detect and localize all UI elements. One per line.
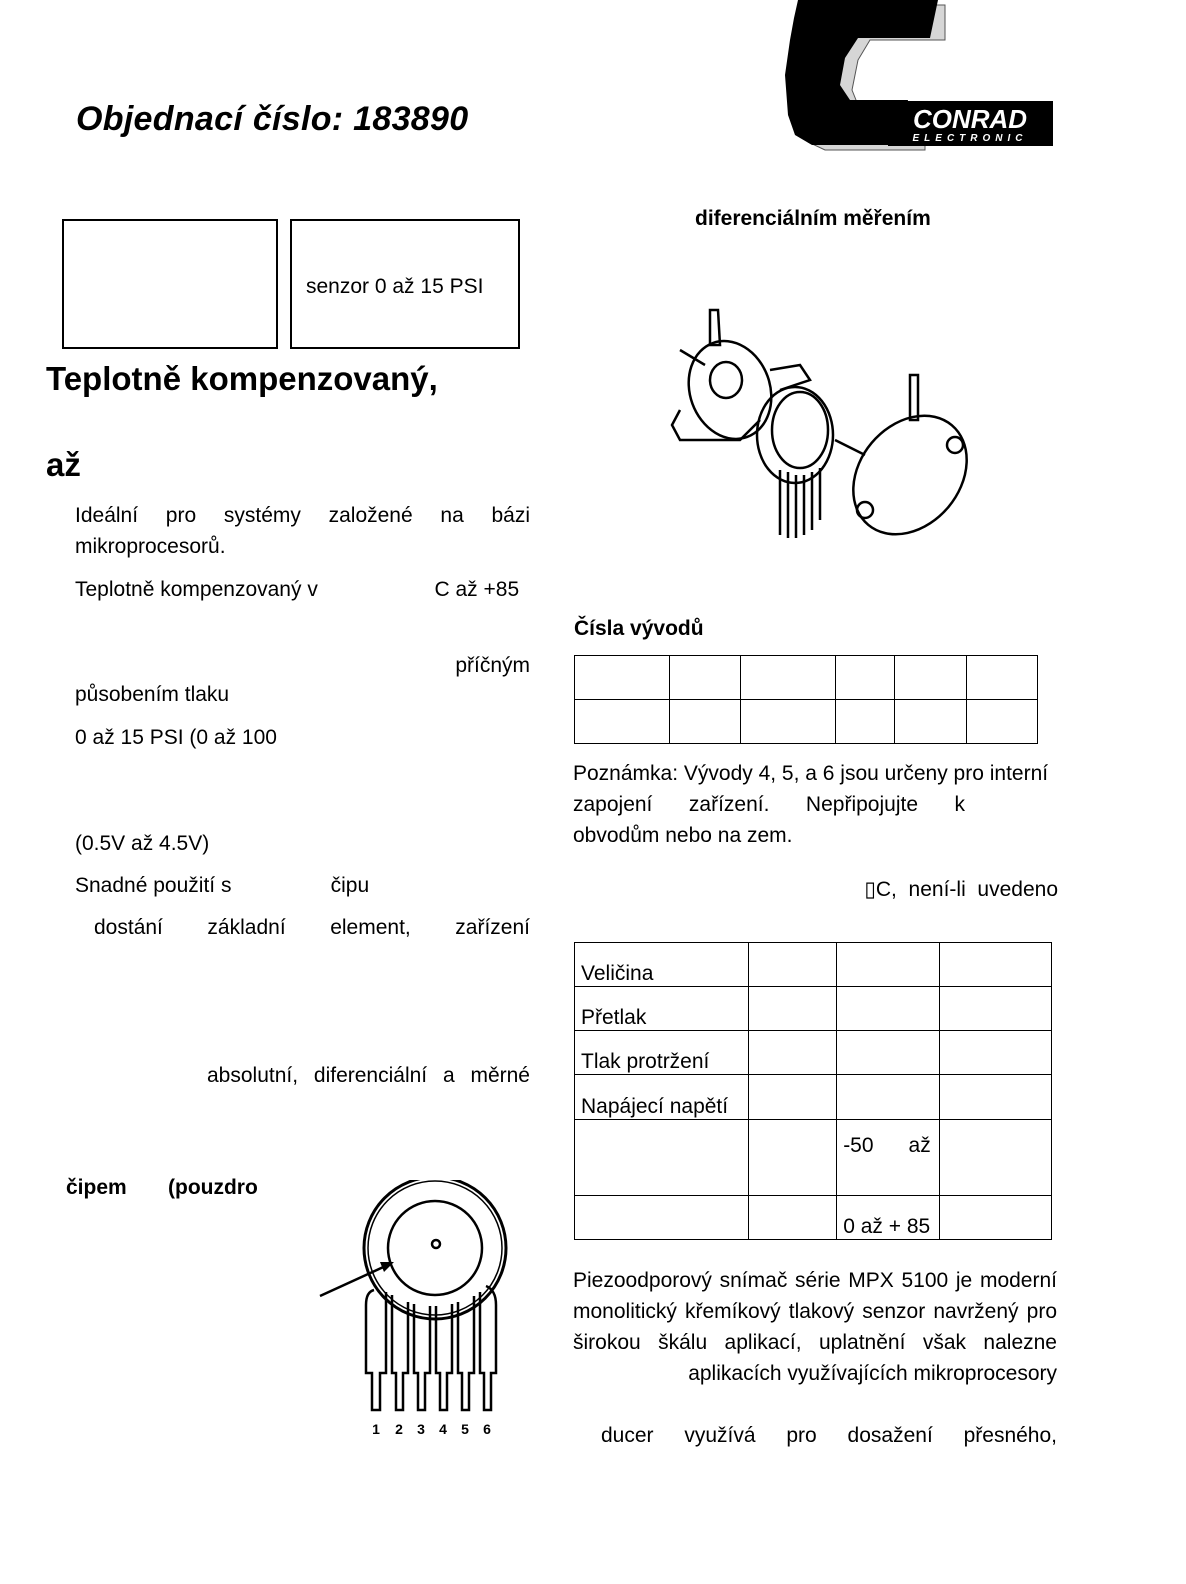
table-cell bbox=[575, 1119, 749, 1195]
pin-number-1: 1 bbox=[372, 1421, 380, 1437]
description-line: aplikacích využívajících mikroprocesory bbox=[688, 1362, 1057, 1385]
pin-note-line1: Poznámka: Vývody 4, 5, a 6 jsou určeny pro interní bbox=[573, 762, 1049, 785]
table-cell bbox=[940, 1195, 1052, 1239]
table-cell bbox=[749, 987, 837, 1031]
table-cell bbox=[837, 1075, 940, 1119]
description-line: Piezoodporový snímač série MPX 5100 je moderní bbox=[573, 1269, 1057, 1292]
order-number-title: Objednací číslo: 183890 bbox=[76, 100, 469, 138]
pin-number-3: 3 bbox=[417, 1421, 425, 1437]
table-cell bbox=[837, 943, 940, 987]
image-box-right bbox=[290, 219, 520, 349]
table-cell bbox=[940, 1031, 1052, 1075]
port-left bbox=[710, 310, 720, 345]
table-cell bbox=[575, 700, 670, 744]
table-cell bbox=[749, 943, 837, 987]
description-line: monolitický křemíkový tlakový senzor navržený pro bbox=[573, 1300, 1057, 1323]
table-cell: 0 až + 85 bbox=[837, 1195, 940, 1239]
table-cell bbox=[837, 1031, 940, 1075]
pin-numbers-heading: Čísla vývodů bbox=[574, 617, 704, 640]
table-row bbox=[575, 1119, 1052, 1195]
pin-number-5: 5 bbox=[461, 1421, 469, 1437]
table-cell: Napájecí napětí bbox=[575, 1075, 749, 1119]
table-cell bbox=[966, 656, 1037, 700]
table-row bbox=[575, 700, 1038, 744]
table-cell bbox=[575, 656, 670, 700]
feature-measurement-types: absolutní, diferenciální a měrné bbox=[207, 1064, 530, 1087]
feature-transverse-line2: působením tlaku bbox=[75, 683, 230, 706]
description-last-line: ducer využívá pro dosažení přesného, bbox=[601, 1424, 1057, 1447]
brand-name: CONRAD bbox=[912, 104, 1028, 134]
table-cell bbox=[669, 700, 740, 744]
sensor-front-drawing bbox=[310, 1180, 520, 1440]
table-cell bbox=[835, 700, 895, 744]
pressure-port bbox=[432, 1240, 440, 1248]
pin-number-2: 2 bbox=[395, 1421, 403, 1437]
table-cell bbox=[837, 987, 940, 1031]
table-cell bbox=[895, 656, 966, 700]
feature-range: 0 až 15 PSI (0 až 100 bbox=[75, 726, 277, 749]
chip-heading-b: (pouzdro bbox=[168, 1176, 258, 1199]
table-row bbox=[575, 1075, 1052, 1119]
table-row bbox=[575, 1195, 1052, 1239]
table-cell bbox=[966, 700, 1037, 744]
table-row bbox=[575, 656, 1038, 700]
table-cell bbox=[749, 1195, 837, 1239]
pin-number-4: 4 bbox=[439, 1421, 447, 1437]
table-cell bbox=[749, 1075, 837, 1119]
conrad-logo bbox=[740, 0, 1060, 160]
port-right bbox=[910, 375, 918, 420]
table-row bbox=[575, 987, 1052, 1031]
description-paragraph bbox=[573, 1265, 1057, 1389]
brand-sub: ELECTRONIC bbox=[912, 133, 1028, 144]
description-line: širokou škálu aplikací, uplatnění však nalezne bbox=[573, 1331, 1057, 1354]
table-cell bbox=[749, 1031, 837, 1075]
sensor-leads bbox=[780, 468, 820, 538]
heading-temperature-compensated: Teplotně kompenzovaný, bbox=[46, 360, 438, 397]
feature-microprocessor-line2: mikroprocesorů. bbox=[75, 535, 226, 558]
pin-number-6: 6 bbox=[483, 1421, 491, 1437]
heading-az: až bbox=[46, 446, 81, 483]
table-cell: -50 až bbox=[837, 1119, 940, 1195]
pin-note-line3: obvodům nebo na zem. bbox=[573, 824, 793, 847]
table-cell bbox=[575, 1195, 749, 1239]
feature-transverse-line1: příčným bbox=[455, 654, 530, 677]
table-cell bbox=[740, 656, 835, 700]
table-cell bbox=[940, 943, 1052, 987]
feature-output-voltage: (0.5V až 4.5V) bbox=[75, 832, 210, 855]
feature-element: dostání základní element, zařízení bbox=[94, 916, 530, 939]
feature-easy-use: Snadné použití s čipu bbox=[75, 874, 370, 897]
table-cell: Veličina bbox=[575, 943, 749, 987]
table-cell bbox=[835, 656, 895, 700]
feature-temperature: Teplotně kompenzovaný v C až +85 bbox=[75, 578, 520, 601]
differential-heading: diferenciálním měřením bbox=[695, 207, 931, 230]
table-cell bbox=[940, 1119, 1052, 1195]
sensor-exploded-drawing bbox=[660, 290, 980, 550]
table-cell bbox=[940, 1075, 1052, 1119]
table-cell bbox=[749, 1119, 837, 1195]
image-box-left bbox=[62, 219, 278, 349]
table-cell: Přetlak bbox=[575, 987, 749, 1031]
table-cell: Tlak protržení bbox=[575, 1031, 749, 1075]
pin-note-line2: zapojení zařízení. Nepřipojujte k bbox=[573, 793, 965, 816]
table-row bbox=[575, 1031, 1052, 1075]
table-cell bbox=[740, 700, 835, 744]
table-cell bbox=[940, 987, 1052, 1031]
cap-right bbox=[830, 393, 980, 550]
table-cell bbox=[669, 656, 740, 700]
table-row bbox=[575, 943, 1052, 987]
pin-note bbox=[573, 758, 1058, 851]
feature-microprocessor-line1: Ideální pro systémy založené na bázi bbox=[75, 504, 530, 527]
pin-numbers-table bbox=[574, 655, 1038, 744]
cap-left bbox=[675, 329, 784, 450]
sensor-range-text: senzor 0 až 15 PSI bbox=[306, 275, 484, 298]
chip-heading-a: čipem bbox=[66, 1176, 127, 1199]
specifications-table bbox=[574, 942, 1052, 1240]
temperature-note: ▯C, není-li uvedeno bbox=[864, 878, 1058, 901]
table-cell bbox=[895, 700, 966, 744]
